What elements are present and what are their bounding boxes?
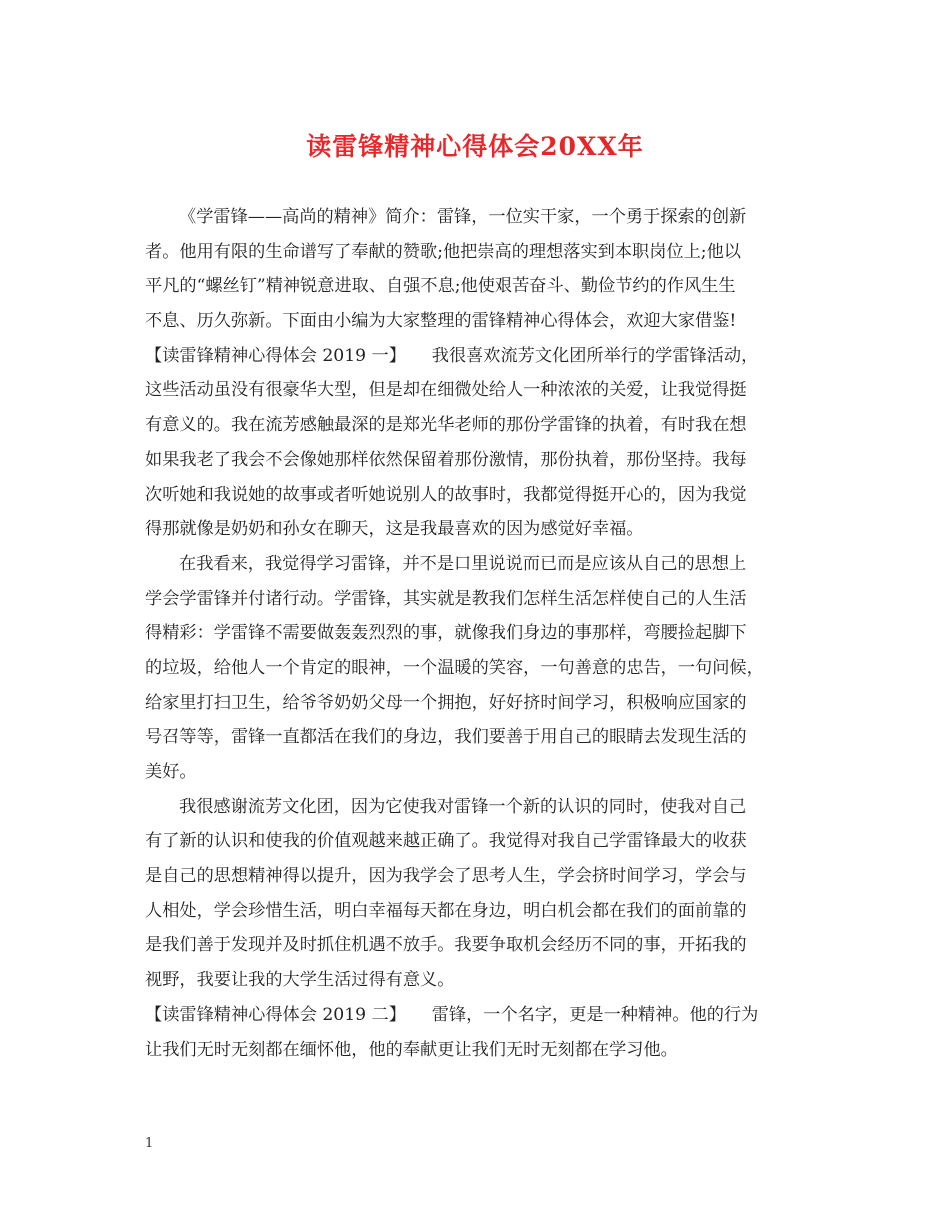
text-line: 美好。 bbox=[145, 762, 197, 782]
text-line: 是自己的思想精神得以提升，因为我学会了思考人生，学会挤时间学习，学会与 bbox=[145, 866, 747, 887]
page-title: 读雷锋精神心得体会20XX年 bbox=[306, 132, 644, 161]
text-line: 平凡的“螺丝钉”精神锐意进取、自强不息;他使艰苦奋斗、勤俭节约的作风生生 bbox=[145, 276, 736, 297]
text-line: 者。他用有限的生命谱写了奉献的赞歌;他把崇高的理想落实到本职岗位上;他以 bbox=[145, 241, 741, 262]
text-line: 给家里打扫卫生，给爷爷奶奶父母一个拥抱，好好挤时间学习，积极响应国家的 bbox=[145, 692, 747, 713]
text-line: 学会学雷锋并付诸行动。学雷锋，其实就是教我们怎样生活怎样使自己的人生活 bbox=[145, 588, 747, 609]
text-line: 有了新的认识和使我的价值观越来越正确了。我觉得对我自己学雷锋最大的收获 bbox=[145, 831, 747, 852]
text-line: 《学雷锋——高尚的精神》简介：雷锋，一位实干家，一个勇于探索的创新 bbox=[179, 207, 747, 227]
text-line: 不息、历久弥新。下面由小编为大家整理的雷锋精神心得体会，欢迎大家借鉴! bbox=[145, 311, 737, 332]
text-line: 让我们无时无刻都在缅怀他，他的奉献更让我们无时无刻都在学习他。 bbox=[145, 1039, 678, 1060]
text-line: 【读雷锋精神心得体会 2019 二】 雷锋，一个名字，更是一种精神。他的行为 bbox=[145, 1004, 759, 1025]
text-line: 有意义的。我在流芳感触最深的是郑光华老师的那份学雷锋的执着，有时我在想 bbox=[145, 415, 747, 436]
document-body bbox=[145, 200, 813, 1067]
text-line: 如果我老了我会不会像她那样依然保留着那份激情，那份执着，那份坚持。我每 bbox=[145, 449, 747, 470]
text-line: 人相处，学会珍惜生活，明白幸福每天都在身边，明白机会都在我们的面前靠的 bbox=[145, 900, 747, 921]
text-line: 在我看来，我觉得学习雷锋，并不是口里说说而已而是应该从自己的思想上 bbox=[179, 553, 747, 574]
text-line: 这些活动虽没有很豪华大型，但是却在细微处给人一种浓浓的关爱，让我觉得挺 bbox=[145, 380, 747, 401]
text-line: 号召等等，雷锋一直都活在我们的身边，我们要善于用自己的眼睛去发现生活的 bbox=[145, 727, 747, 748]
text-line: 的垃圾，给他人一个肯定的眼神，一个温暖的笑容，一句善意的忠告，一句问候， bbox=[145, 657, 764, 678]
text-line: 【读雷锋精神心得体会 2019 一】 我很喜欢流芳文化团所举行的学雷锋活动， bbox=[145, 345, 759, 366]
page-number: 1 bbox=[145, 1136, 154, 1151]
text-line: 我很感谢流芳文化团，因为它使我对雷锋一个新的认识的同时，使我对自己 bbox=[179, 796, 747, 817]
text-line: 得精彩：学雷锋不需要做轰轰烈烈的事，就像我们身边的事那样，弯腰捡起脚下 bbox=[145, 623, 747, 644]
text-line: 次听她和我说她的故事或者听她说别人的故事时，我都觉得挺开心的，因为我觉 bbox=[145, 484, 747, 505]
text-line: 视野，我要让我的大学生活过得有意义。 bbox=[145, 970, 455, 991]
text-line: 得那就像是奶奶和孙女在聊天，这是我最喜欢的因为感觉好幸福。 bbox=[145, 519, 644, 540]
text-line: 是我们善于发现并及时抓住机遇不放手。我要争取机会经历不同的事，开拓我的 bbox=[145, 935, 747, 956]
